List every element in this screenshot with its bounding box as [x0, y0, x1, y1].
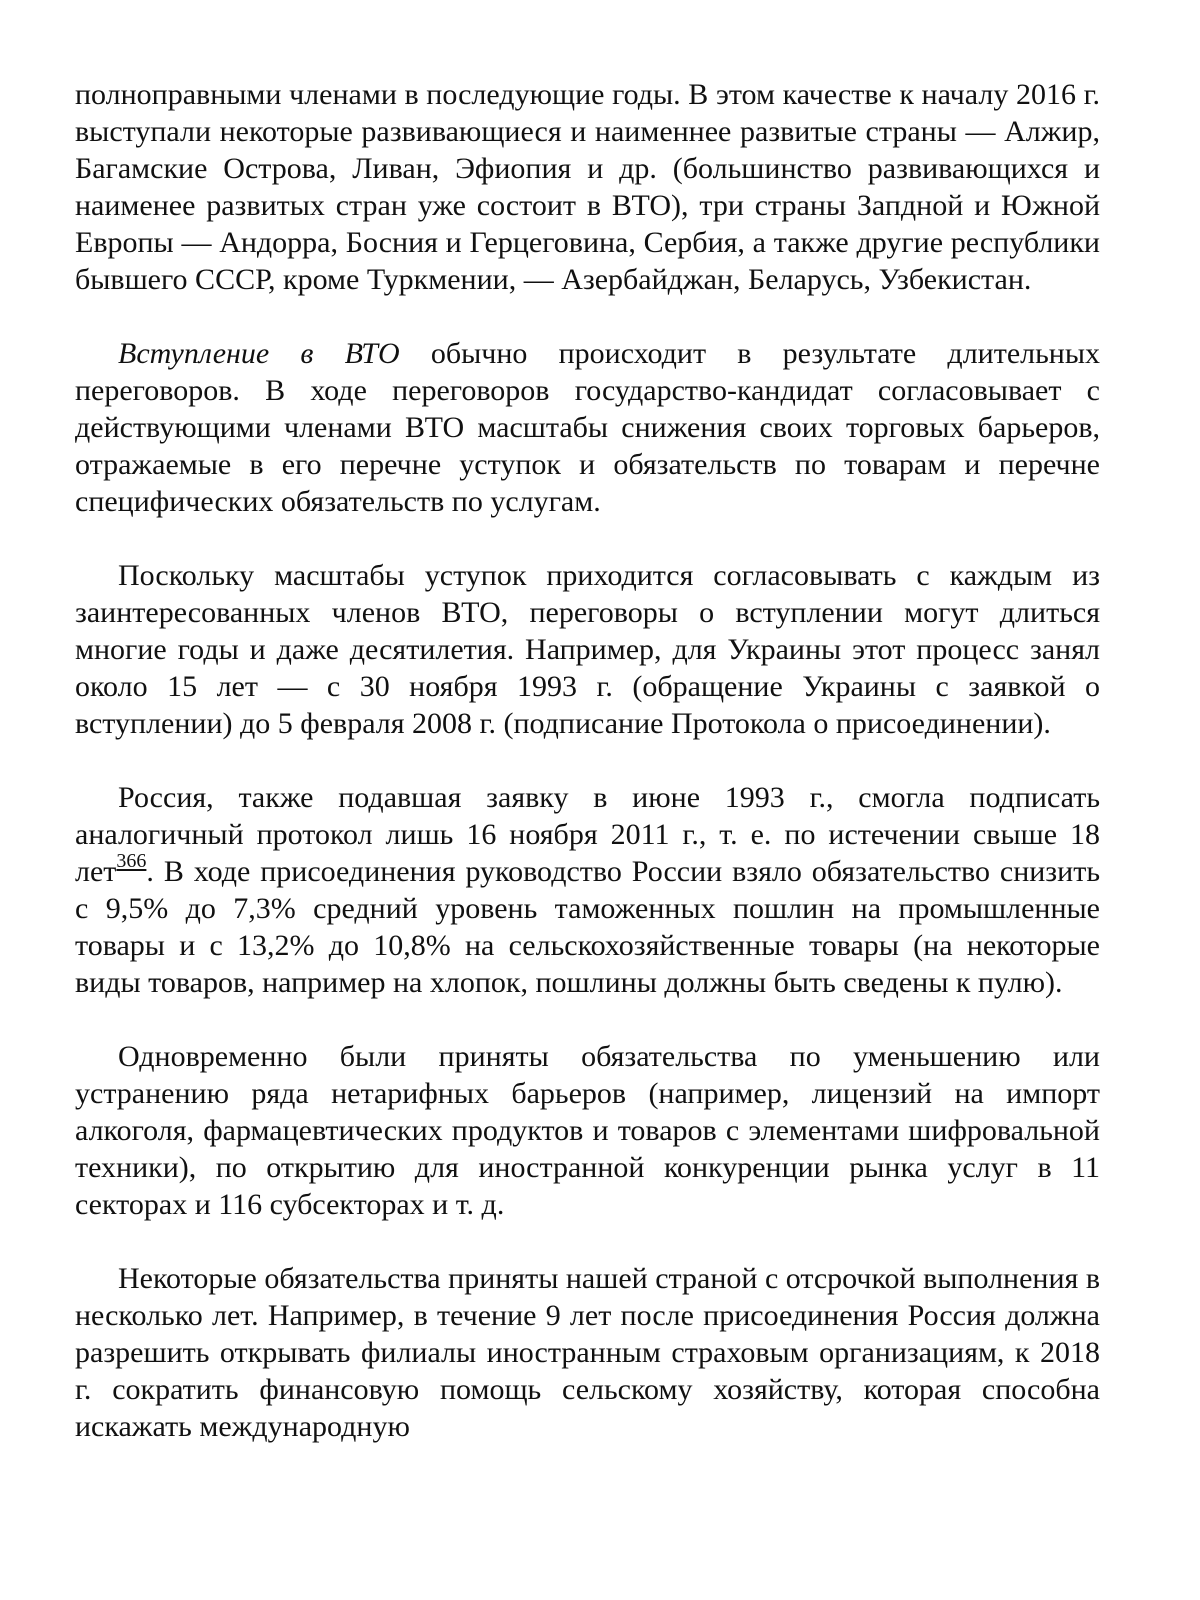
document-page: [75, 76, 1100, 1445]
paragraph-text: Россия, также подавшая заявку в июне 1993 г., смогла подписать аналогичный протокол лишь 16 ноября 2011 г., т. е. по истечении свыше 18 лет: [75, 781, 1100, 888]
paragraph-text: обычно происходит в результате длительных переговоров. В ходе переговоров государство-кандидат согласовывает с действующими членами ВТО масштабы снижения своих торговых барьеров, отражаемые в его перечне уступок и обязательств по товарам и перечне специфических обязательств по услугам.: [75, 337, 1101, 518]
paragraph-continuation: полноправными членами в последующие годы. В этом качестве к началу 2016 г. выступали некоторые развивающиеся и наименнее развитые страны — Алжир, Багамские Острова, Ливан, Эфиопия и др. (большинство развивающихся и наименее развитых стран уже состоит в ВТО), три страны Запдной и Южной Европы — Андорра, Босния и Герцеговина, Сербия, а также другие республики бывшего СССР, кроме Туркмении, — Азербайджан, Беларусь, Узбекистан.: [75, 78, 1100, 296]
footnote-link[interactable]: 366: [116, 850, 147, 872]
paragraph-text: . В ходе присоединения руководство России взяло обязательство снизить с 9,5% до 7,3% средний уровень таможенных пошлин на промышленные товары и с 13,2% до 10,8% на сельскохозяйственные товары (на некоторые виды товаров, например на хлопок, пошлины должны быть сведены к пулю).: [75, 855, 1100, 999]
paragraph-deferred-obligations: Некоторые обязательства приняты нашей страной с отсрочкой выполнения в несколько лет. Например, в течение 9 лет после присоединения Россия должна разрешить открывать филиалы иностранным страховым организациям, к 2018 г. сократить финансовую помощь сельскому хозяйству, которая способна искажать международную: [75, 1262, 1100, 1443]
paragraph-russia-accession: [75, 779, 1100, 1001]
paragraph-nontariff-barriers: Одновременно были приняты обязательства по уменьшению или устранению ряда нетарифных барьеров (например, лицензий на импорт алкоголя, фармацевтических продуктов и товаров с элементами шифровальной техники), по открытию для иностранной конкуренции рынка услуг в 11 секторах и 116 субсекторах и т. д.: [75, 1040, 1100, 1221]
paragraph-negotiations-duration: Поскольку масштабы уступок приходится согласовывать с каждым из заинтересованных членов ВТО, переговоры о вступлении могут длиться многие годы и даже десятилетия. Например, для Украины этот процесс занял около 15 лет — с 30 ноября 1993 г. (обращение Украины с заявкой о вступлении) до 5 февраля 2008 г. (подписание Протокола о присоединении).: [75, 559, 1100, 740]
paragraph-wto-accession: [75, 335, 1100, 520]
emphasis-term: Вступление в ВТО: [118, 337, 400, 370]
